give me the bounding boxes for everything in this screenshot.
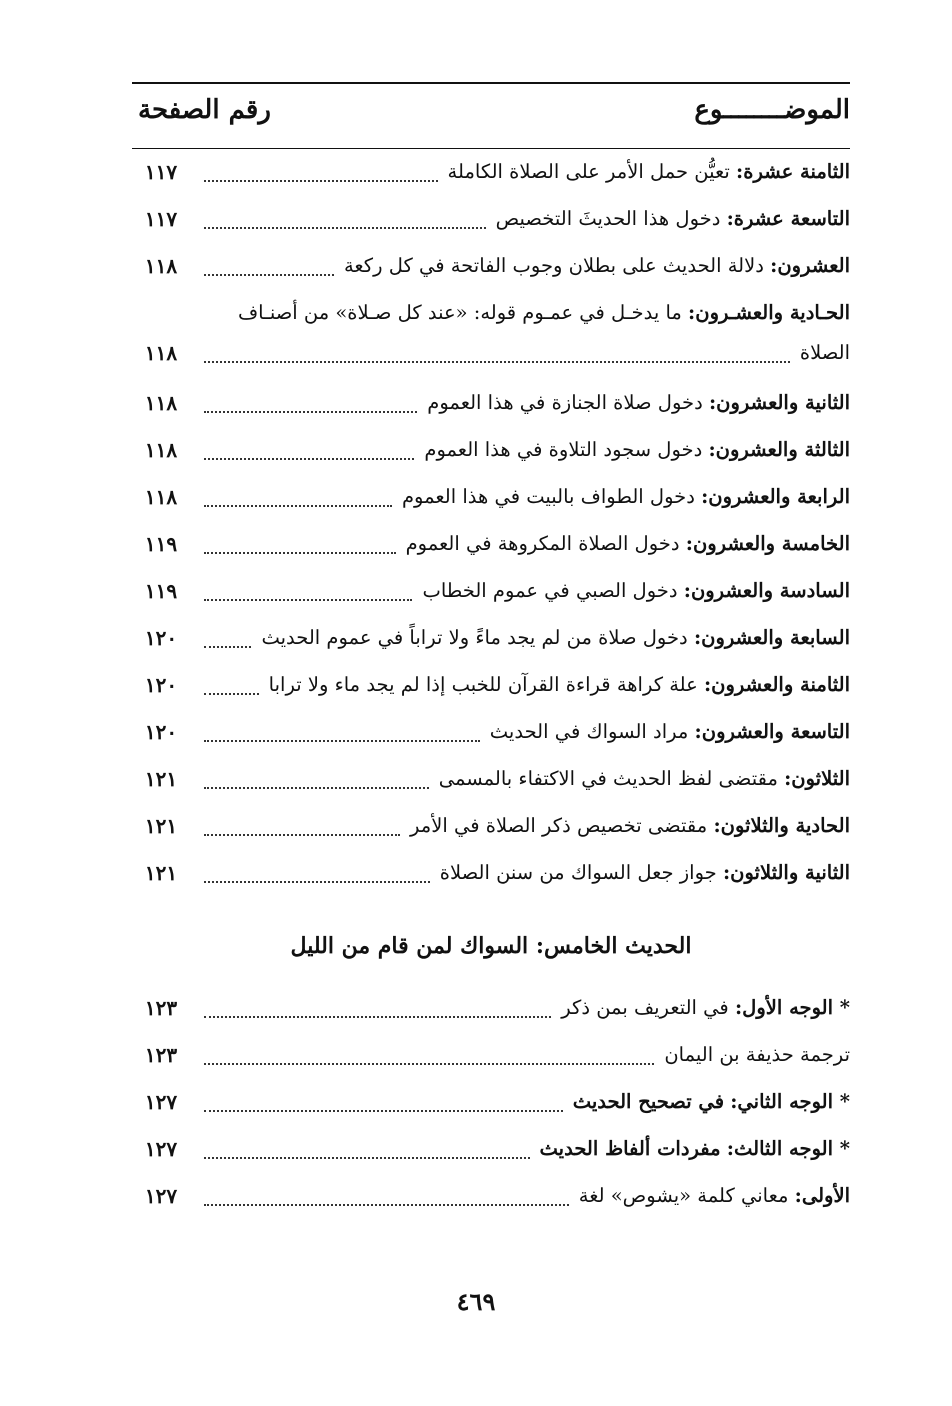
toc-entry-title: دخول الطواف بالبيت في هذا العموم [401,485,695,508]
dot-leader [204,180,438,182]
toc-row [132,571,850,611]
toc-entry-title: معاني كلمة «يشوص» لغة [578,1184,789,1207]
toc-row [132,199,850,239]
toc-page-number: ١١٧ [144,207,178,231]
dot-leader [204,1157,530,1159]
toc-page-number: ١٢١ [144,814,178,838]
toc-entry-title: دخول هذا الحديثَ التخصيص [495,207,721,230]
toc-page-number: ١٢١ [144,861,178,885]
dot-leader [204,693,259,695]
toc-row [132,246,850,286]
toc-row [132,1176,850,1216]
dot-leader [204,1204,569,1206]
toc-page-number: ١١٩ [144,579,178,603]
page-folio-number: ٤٦٩ [456,1287,496,1316]
toc-entry-lead: الأولى: [794,1184,850,1207]
toc-entry-title: ترجمة حذيفة بن اليمان [664,1043,850,1066]
toc-page-number: ١١٨ [144,391,178,415]
header-top-rule [132,82,850,84]
toc-page-number: ١١٨ [144,254,178,278]
toc-page-number: ١١٨ [144,438,178,462]
toc-entry-text [344,246,850,286]
toc-page-number: ١٢٧ [144,1184,178,1208]
toc-entry-text [664,1035,850,1075]
toc-entry-lead: الثانية والعشرون: [708,391,850,414]
toc-entry-title: في التعريف بمن ذكر [561,996,729,1019]
toc-row [132,477,850,517]
toc-entry-title: جواز جعل السواك من سنن الصلاة [439,861,717,884]
toc-entry-lead: * الوجه الثاني: [730,1090,850,1113]
toc-entry-text [439,759,850,799]
toc-entry-text [573,1082,850,1122]
toc-row [132,853,850,893]
toc-page-number: ١٢٧ [144,1137,178,1161]
toc-page-number: ١١٨ [144,485,178,509]
toc-entry-text [448,152,850,192]
toc-entry-title: دخول صلاة الجنازة في هذا العموم [427,391,703,414]
toc-entry-title: دلالة الحديث على بطلان وجوب الفاتحة في كل ركعة [343,254,764,277]
toc-row [132,1129,850,1169]
toc-row [132,806,850,846]
dot-leader [204,458,414,460]
toc-entry-lead: الثامنة والعشرون: [703,673,850,696]
toc-entry-lead: الثالثة والعشرون: [708,438,850,461]
toc-page-number: ١١٧ [144,160,178,184]
toc-entry-text [561,988,850,1028]
toc-page-number: ١٢٧ [144,1090,178,1114]
toc-entry-title-continued: الصلاة [799,341,850,364]
dot-leader [204,834,400,836]
dot-leader [204,599,412,601]
toc-entry-text [579,1176,850,1216]
toc-entry-lead: الرابعة والعشرون: [701,485,850,508]
toc-entry-lead: الثامنة عشرة: [736,160,850,183]
dot-leader [204,505,392,507]
header-bottom-rule [132,148,850,149]
toc-page-number: ١٢٠ [144,626,178,650]
toc-entry-lead: السابعة والعشرون: [693,626,850,649]
toc-row [132,759,850,799]
toc-entry-title: دخول الصلاة المكروهة في العموم [405,532,680,555]
dot-leader [204,787,429,789]
toc-page-number: ١٢٠ [144,720,178,744]
toc-entry-text [440,853,850,893]
toc-entry-text [540,1129,850,1169]
toc-entry-lead: العشرون: [770,254,850,277]
toc-entry-title: ما يدخـل في عمـوم قوله: «عند كل صـلاة» من أصنـاف [237,301,682,324]
toc-page-number: ١٢١ [144,767,178,791]
toc-entry-text [427,383,850,423]
toc-entry-text [406,524,850,564]
toc-entry-lead: * الوجه الثالث: [726,1137,850,1160]
toc-entry-lead: الثانية والثلاثون: [722,861,850,884]
toc-page-number: ١١٩ [144,532,178,556]
toc-entry-text [410,806,850,846]
page-number-column-header: رقم الصفحة [138,95,271,125]
section-heading: الحديث الخامس: السواك لمن قام من الليل [290,933,692,959]
toc-entry-text [496,199,850,239]
toc-entry-lead: الثلاثون: [784,767,850,790]
dot-leader [204,361,790,363]
toc-row [132,665,850,705]
dot-leader [204,227,486,229]
dot-leader [204,881,430,883]
toc-entry-text [269,665,850,705]
toc-entry-text [261,618,850,658]
toc-entry-lead: السادسة والعشرون: [683,579,850,602]
toc-entry-title: دخول الصبي في عموم الخطاب [422,579,678,602]
toc-entry-lead: الحـادية والعشـرون: [688,301,850,324]
toc-page-number: ١١٨ [144,341,178,365]
toc-row [132,712,850,752]
toc-entry-lead: التاسعة والعشرون: [694,720,850,743]
dot-leader [204,274,334,276]
dot-leader [204,646,251,648]
toc-row [132,430,850,470]
toc-entry-text [402,477,850,517]
toc-page-number: ١٢٣ [144,1043,178,1067]
toc-entry-title: دخول سجود التلاوة في هذا العموم [424,438,703,461]
toc-row [132,293,850,373]
toc-entry-text [490,712,850,752]
toc-entry-title: تعيُّن حمل الأمر على الصلاة الكاملة [447,160,730,183]
dot-leader [204,411,417,413]
toc-row [132,152,850,192]
dot-leader [204,552,396,554]
topic-column-header: الموضــــــــوع [694,95,850,125]
toc-page-number: ١٢٣ [144,996,178,1020]
toc-row [132,524,850,564]
dot-leader [204,1063,654,1065]
toc-entry-title: علة كراهة قراءة القرآن للخبب إذا لم يجد ماء ولا ترابا [268,673,698,696]
toc-row [132,988,850,1028]
toc-row [132,1082,850,1122]
toc-entry-title: دخول صلاة من لم يجد ماءً ولا تراباً في عموم الحديث [261,626,688,649]
toc-entry-text [422,571,850,611]
toc-entry-lead: * الوجه الأول: [734,996,850,1019]
toc-entry-lead: الحادية والثلاثون: [713,814,850,837]
dot-leader [204,1016,551,1018]
toc-entry-lead: الخامسة والعشرون: [685,532,850,555]
toc-entry-text [238,293,850,333]
toc-page-number: ١٢٠ [144,673,178,697]
toc-entry-title: مقتضى لفظ الحديث في الاكتفاء بالمسمى [438,767,778,790]
toc-row [132,1035,850,1075]
dot-leader [204,740,480,742]
toc-entry-title: مفردات ألفاظ الحديث [539,1137,721,1160]
toc-entry-title: مقتضى تخصيص ذكر الصلاة في الأمر [410,814,708,837]
dot-leader [204,1110,563,1112]
toc-entry-title: مراد السواك في الحديث [489,720,689,743]
toc-entry-lead: التاسعة عشرة: [726,207,850,230]
toc-row [132,383,850,423]
toc-row [132,618,850,658]
toc-entry-title: في تصحيح الحديث [572,1090,725,1113]
toc-entry-text [424,430,850,470]
